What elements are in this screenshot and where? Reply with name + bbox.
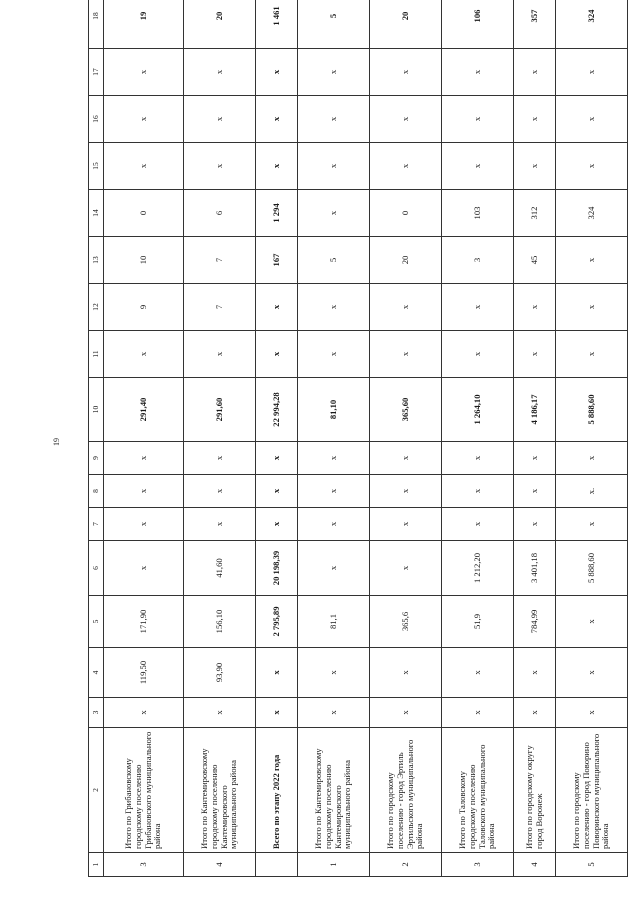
table-cell: 324 (556, 0, 628, 49)
table-cell: x (370, 442, 442, 475)
table-cell: x (298, 284, 370, 331)
table-cell: x (298, 331, 370, 378)
table-cell: 1 (298, 853, 370, 877)
table-cell: x (514, 331, 556, 378)
table-cell: x (256, 96, 298, 143)
table-cell: x (184, 698, 256, 728)
table-cell: 81,1 (298, 596, 370, 648)
table-cell: x (298, 648, 370, 698)
table-cell: x (298, 96, 370, 143)
table-cell: x (256, 475, 298, 508)
row-label-cell: Итого по Кантемировскому городскому поселению Кантемировского муниципального района (184, 728, 256, 853)
row-label-cell: Итого по Кантемировскому городскому поселению Кантемировского муниципального района (298, 728, 370, 853)
table-cell: x (104, 442, 184, 475)
table-cell: 20 (370, 237, 442, 284)
table-cell: x (556, 508, 628, 541)
table-cell: x (442, 49, 514, 96)
table-cell: x (370, 49, 442, 96)
table-cell: 3 (104, 853, 184, 877)
table-cell: 20 (184, 0, 256, 49)
table-row (370, 0, 442, 877)
table-cell: 41,60 (184, 541, 256, 596)
table-cell: 324 (556, 190, 628, 237)
table-cell: x (184, 49, 256, 96)
table-cell: x (298, 143, 370, 190)
data-table (88, 0, 628, 877)
table-cell: x (556, 442, 628, 475)
header-cell: 9 (89, 442, 104, 475)
header-cell: 16 (89, 96, 104, 143)
table-cell: 119,50 (104, 648, 184, 698)
table-cell: 22 994,28 (256, 378, 298, 442)
table-cell: x (442, 648, 514, 698)
table-cell: x (514, 143, 556, 190)
table-cell: 2 795,89 (256, 596, 298, 648)
table-cell: x (442, 284, 514, 331)
table-cell: 365,60 (370, 378, 442, 442)
table-cell: x (442, 442, 514, 475)
table-cell: 4 186,17 (514, 378, 556, 442)
table-cell: x (184, 331, 256, 378)
table-cell: x (256, 49, 298, 96)
table-cell: x (514, 284, 556, 331)
table-cell: 156,10 (184, 596, 256, 648)
table-cell: x (556, 596, 628, 648)
table-cell: 5 (298, 237, 370, 284)
table-cell: x (298, 541, 370, 596)
row-label-cell: Итого по городскому округу город Воронеж (514, 728, 556, 853)
table-cell: x (256, 331, 298, 378)
table-cell: x (298, 442, 370, 475)
table-cell: x (556, 331, 628, 378)
table-cell: 4 (514, 853, 556, 877)
table-cell: x (104, 508, 184, 541)
table-cell: 3 (442, 853, 514, 877)
table-cell: x (514, 96, 556, 143)
header-cell: 14 (89, 190, 104, 237)
table-cell: 357 (514, 0, 556, 49)
table-cell: x (556, 143, 628, 190)
row-label-cell: Итого по городскому поселению - город Поворино Поворинского муниципального района (556, 728, 628, 853)
table-row (514, 0, 556, 877)
table-cell: 19 (104, 0, 184, 49)
table-cell: 171,90 (104, 596, 184, 648)
table-cell: x (184, 143, 256, 190)
table-cell: 20 198,39 (256, 541, 298, 596)
table-cell: 81,10 (298, 378, 370, 442)
table-cell: x (184, 475, 256, 508)
table-cell: 9 (104, 284, 184, 331)
table-cell: x (442, 331, 514, 378)
header-cell: 1 (89, 853, 104, 877)
table-cell: x (298, 698, 370, 728)
table-cell: 291,60 (184, 378, 256, 442)
header-cell: 8 (89, 475, 104, 508)
table-cell: 5 (556, 853, 628, 877)
table-cell: 6 (184, 190, 256, 237)
table-cell: 3 (442, 237, 514, 284)
row-label-cell: Итого по городскому поселению - город Эртиль Эртильского муниципального района (370, 728, 442, 853)
header-cell: 13 (89, 237, 104, 284)
table-cell: x (514, 698, 556, 728)
header-cell: 5 (89, 596, 104, 648)
table-cell: x (514, 648, 556, 698)
header-cell: 2 (89, 728, 104, 853)
table-cell: x (556, 648, 628, 698)
table-cell: 167 (256, 237, 298, 284)
table-cell: x (556, 96, 628, 143)
page-number: 19 (52, 438, 61, 446)
header-cell: 6 (89, 541, 104, 596)
table-cell: x (298, 190, 370, 237)
header-cell: 15 (89, 143, 104, 190)
row-label-cell: Итого по Грибановскому городскому поселению Грибановского муниципального района (104, 728, 184, 853)
table-cell: x (442, 475, 514, 508)
table-cell: x (442, 143, 514, 190)
table-cell: 365,6 (370, 596, 442, 648)
table-cell: x (556, 284, 628, 331)
table-cell: x (104, 698, 184, 728)
table-cell: 0 (370, 190, 442, 237)
table-cell: 3 401,18 (514, 541, 556, 596)
table-cell: 106 (442, 0, 514, 49)
table-cell: x (442, 508, 514, 541)
table-cell: 10 (104, 237, 184, 284)
table-cell: x (370, 648, 442, 698)
row-label-cell: Всего по этапу 2022 года (256, 728, 298, 853)
header-cell: 17 (89, 49, 104, 96)
table-cell: x (370, 143, 442, 190)
table-cell: x (442, 698, 514, 728)
table-cell: x (442, 96, 514, 143)
table-cell: x (370, 508, 442, 541)
table-cell: x (370, 541, 442, 596)
table-cell: x (298, 49, 370, 96)
table-cell: x (514, 475, 556, 508)
header-cell: 4 (89, 648, 104, 698)
header-cell: 7 (89, 508, 104, 541)
table-cell: x (370, 475, 442, 508)
table-row (298, 0, 370, 877)
table-cell: 5 888,60 (556, 378, 628, 442)
header-cell: 18 (89, 0, 104, 49)
rotated-page (88, 6, 614, 877)
table-cell: x (256, 143, 298, 190)
table-cell: 7 (184, 284, 256, 331)
table-cell: x (104, 49, 184, 96)
table-cell: 5 888,60 (556, 541, 628, 596)
header-cell: 11 (89, 331, 104, 378)
table-cell: x (370, 698, 442, 728)
table-cell: x (104, 331, 184, 378)
table-cell: x (256, 698, 298, 728)
table-cell: x (256, 648, 298, 698)
table-cell: 0 (104, 190, 184, 237)
row-label-cell: Итого по Таловскому городскому поселению Таловского муниципального района (442, 728, 514, 853)
table-cell: x (370, 96, 442, 143)
table-cell: x (184, 442, 256, 475)
table-cell: x (104, 475, 184, 508)
table-cell: 2 (370, 853, 442, 877)
table-cell: 103 (442, 190, 514, 237)
table-cell: 784,99 (514, 596, 556, 648)
table-cell: 1 212,20 (442, 541, 514, 596)
table-cell: x (256, 442, 298, 475)
header-cell: 12 (89, 284, 104, 331)
header-row (89, 0, 104, 877)
table-cell: x (556, 49, 628, 96)
table-cell: x (556, 698, 628, 728)
table-cell: x (104, 541, 184, 596)
header-cell: 10 (89, 378, 104, 442)
table-row (256, 0, 298, 877)
table-cell: x (104, 143, 184, 190)
table-cell: x (370, 284, 442, 331)
table-row (442, 0, 514, 877)
table-row (104, 0, 184, 877)
table-cell: x (514, 508, 556, 541)
table-cell: x (298, 475, 370, 508)
table-cell: 93,90 (184, 648, 256, 698)
table-cell: 51,9 (442, 596, 514, 648)
table-cell: x (514, 49, 556, 96)
table-cell: x (370, 331, 442, 378)
header-cell: 3 (89, 698, 104, 728)
table-cell: 1 294 (256, 190, 298, 237)
table-cell: 4 (184, 853, 256, 877)
table-row (184, 0, 256, 877)
table-cell: x (184, 96, 256, 143)
table-cell: x (184, 508, 256, 541)
table-cell: x (256, 508, 298, 541)
table-cell: 45 (514, 237, 556, 284)
table-cell: x (298, 508, 370, 541)
table-cell: x. (556, 475, 628, 508)
table-cell: 1 461 (256, 0, 298, 49)
table-cell: x (556, 237, 628, 284)
table-row (556, 0, 628, 877)
table-cell: 20 (370, 0, 442, 49)
table-cell: 291,40 (104, 378, 184, 442)
table-cell: 1 264,10 (442, 378, 514, 442)
table-cell: x (514, 442, 556, 475)
table-cell: 5 (298, 0, 370, 49)
table-cell: 7 (184, 237, 256, 284)
table-cell (256, 853, 298, 877)
table-cell: x (104, 96, 184, 143)
table-cell: 312 (514, 190, 556, 237)
table-cell: x (256, 284, 298, 331)
